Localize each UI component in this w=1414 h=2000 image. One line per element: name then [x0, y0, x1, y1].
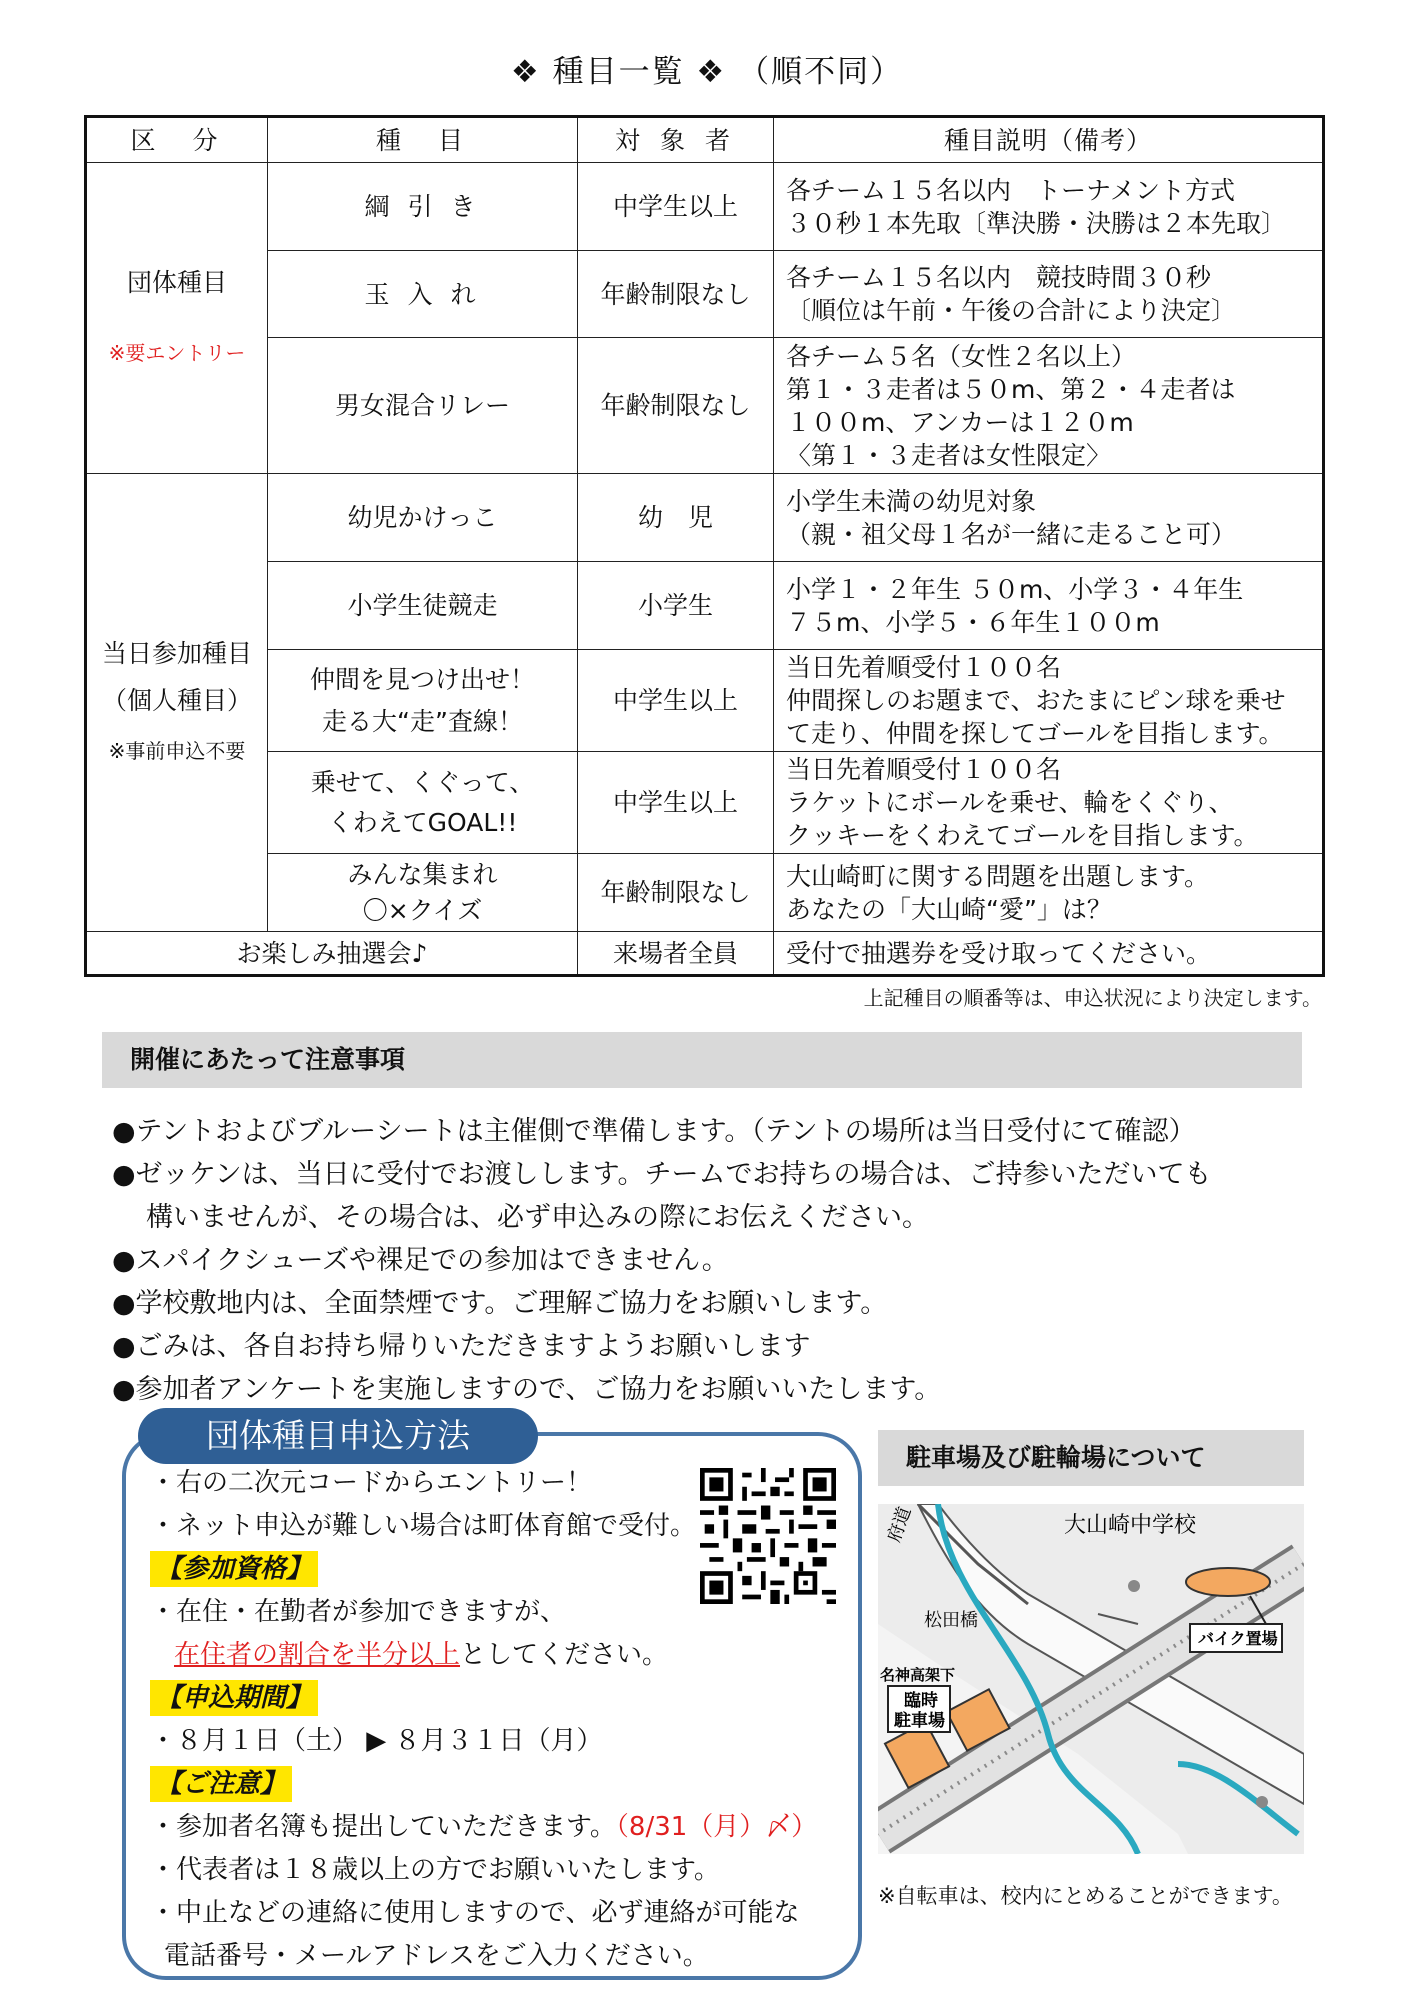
desc-line: あなたの「大山崎“愛”」は？ — [786, 894, 1112, 924]
event-desc — [774, 474, 1324, 562]
table-row — [86, 752, 1324, 854]
qualification-rest: としてください。 — [460, 1640, 669, 1670]
event-desc — [774, 251, 1324, 338]
event-name — [268, 854, 578, 932]
group-individual-note: ※事前申込不要 — [108, 739, 246, 763]
event-line: 走る大“走”査線！ — [322, 706, 523, 736]
map-label-bike: バイク置場 — [1198, 1631, 1278, 1648]
desc-line: て走り、仲間を探してゴールを目指します。 — [786, 719, 1284, 748]
notice-item: ●学校敷地内は、全面禁煙です。ご理解ご協力をお願いします。 — [112, 1288, 888, 1319]
parking-heading: 駐車場及び駐輪場について — [878, 1430, 1304, 1486]
event-name: 男女混合リレー — [268, 338, 578, 474]
desc-line: クッキーをくわえてゴールを目指します。 — [786, 821, 1259, 850]
event-desc — [774, 562, 1324, 650]
qr-code-icon[interactable] — [700, 1468, 836, 1604]
desc-line: 小学生未満の幼児対象 — [786, 486, 1037, 516]
table-row — [86, 251, 1324, 338]
event-desc — [774, 752, 1324, 854]
event-line: みんな集まれ — [347, 859, 498, 889]
event-desc — [774, 338, 1324, 474]
desc-line: 第１・３走者は５０m、第２・４走者は — [786, 374, 1236, 404]
event-target: 中学生以上 — [578, 163, 774, 251]
table-row — [86, 163, 1324, 251]
event-name — [268, 650, 578, 752]
event-name: お楽しみ抽選会♪ — [86, 932, 578, 976]
event-line: くわえてGOAL!! — [327, 807, 518, 837]
notices-heading: 開催にあたって注意事項 — [102, 1032, 1302, 1088]
col-description: 種目説明（備考） — [774, 117, 1324, 163]
notice-item: 構いませんが、その場合は、必ず申込みの際にお伝えください。 — [146, 1202, 929, 1233]
event-target: 中学生以上 — [578, 752, 774, 854]
notice-item: ●テントおよびブルーシートは主催側で準備します。（テントの場所は当日受付にて確認） — [112, 1116, 1196, 1147]
event-target: 小学生 — [578, 562, 774, 650]
apply-line: ・中止などの連絡に使用しますので、必ず連絡が可能な — [150, 1898, 800, 1928]
table-row — [86, 338, 1324, 474]
map-label-school: 大山崎中学校 — [1064, 1512, 1197, 1537]
table-row — [86, 854, 1324, 932]
event-line: 乗せて、くぐって、 — [310, 767, 535, 797]
event-name — [268, 752, 578, 854]
event-target: 年齢制限なし — [578, 338, 774, 474]
apply-line: ・在住・在勤者が参加できますが、 — [150, 1597, 567, 1627]
notice-item: ●参加者アンケートを実施しますので、ご協力をお願いいたします。 — [112, 1374, 942, 1405]
desc-line: 大山崎町に関する問題を出題します。 — [786, 861, 1210, 891]
desc-line: 当日先着順受付１００名 — [786, 653, 1062, 682]
event-target: 年齢制限なし — [578, 251, 774, 338]
notices-list — [112, 1110, 1312, 1411]
group-team-note: ※要エントリー — [108, 341, 246, 365]
qualification-highlight: 在住者の割合を半分以上 — [174, 1640, 461, 1670]
notice-item: ●ごみは、各自お持ち帰りいただきますようお願いします — [112, 1331, 811, 1362]
caution-text: ・参加者名簿も提出していただきます。 — [150, 1812, 616, 1842]
notice-item: ●スパイクシューズや裸足での参加はできません。 — [112, 1245, 729, 1276]
event-name: 綱 引 き — [268, 163, 578, 251]
group-individual-label2: （個人種目） — [101, 686, 252, 715]
event-name: 幼児かけっこ — [268, 474, 578, 562]
event-desc — [774, 163, 1324, 251]
event-name: 小学生徒競走 — [268, 562, 578, 650]
map-label-underpass: 名神高架下 — [880, 1667, 956, 1684]
group-individual — [86, 474, 268, 932]
table-header — [86, 117, 1324, 163]
period-text: ・８月１日（土） ▶ ８月３１日（月） — [150, 1726, 603, 1756]
desc-line: 〈第１・３走者は女性限定〉 — [786, 440, 1112, 470]
caution-label: 【ご注意】 — [150, 1766, 292, 1802]
desc-line: 各チーム１５名以内 競技時間３０秒 — [786, 263, 1212, 292]
event-desc — [774, 650, 1324, 752]
table-row — [86, 650, 1324, 752]
desc-line: ７５m、小学５・６年生１００m — [786, 607, 1160, 637]
apply-line: ・右の二次元コードからエントリー！ — [150, 1468, 593, 1498]
parking-note: ※自転車は、校内にとめることができます。 — [878, 1884, 1293, 1908]
order-note: 上記種目の順番等は、申込状況により決定します。 — [863, 986, 1322, 1010]
event-target: 来場者全員 — [578, 932, 774, 976]
desc-line: 各チーム５名（女性２名以上） — [786, 341, 1137, 371]
map-label-bridge: 松田橋 — [924, 1610, 978, 1630]
table-row — [86, 932, 1324, 976]
parking-map — [878, 1504, 1304, 1854]
apply-line: 電話番号・メールアドレスをご入力ください。 — [164, 1941, 709, 1971]
desc-line: 〔順位は午前・午後の合計により決定〕 — [786, 296, 1237, 325]
event-desc: 受付で抽選券を受け取ってください。 — [774, 932, 1324, 976]
apply-heading: 団体種目申込方法 — [138, 1408, 538, 1464]
desc-line: （親・祖父母１名が一緒に走ること可） — [786, 519, 1237, 549]
map-label-temp2: 駐車場 — [894, 1711, 945, 1730]
deadline-text: （8/31（月）〆） — [615, 1812, 818, 1842]
group-individual-label: 当日参加種目 — [101, 639, 252, 668]
col-target: 対 象 者 — [578, 117, 774, 163]
col-event: 種 目 — [268, 117, 578, 163]
desc-line: 仲間探しのお題まで、おたまにピン球を乗せ — [786, 686, 1286, 715]
apply-line: ・代表者は１８歳以上の方でお願いいたします。 — [150, 1855, 720, 1885]
page-title: ❖ 種目一覧 ❖ （順不同） — [510, 54, 904, 90]
desc-line: 当日先着順受付１００名 — [786, 755, 1062, 784]
table-row — [86, 562, 1324, 650]
col-category: 区 分 — [86, 117, 268, 163]
desc-line: 各チーム１５名以内 トーナメント方式 — [786, 175, 1236, 205]
event-desc — [774, 854, 1324, 932]
period-label: 【申込期間】 — [150, 1680, 318, 1716]
event-target: 年齢制限なし — [578, 854, 774, 932]
event-target: 中学生以上 — [578, 650, 774, 752]
desc-line: ラケットにボールを乗せ、輪をくぐり、 — [786, 788, 1234, 817]
table-row — [86, 474, 1324, 562]
map-label-temp1: 臨時 — [904, 1691, 938, 1710]
apply-line — [150, 1806, 817, 1849]
apply-line — [150, 1634, 817, 1677]
event-line: 仲間を見つけ出せ！ — [309, 664, 535, 694]
desc-line: 小学１・２年生 ５０m、小学３・４年生 — [786, 574, 1244, 604]
group-team — [86, 163, 268, 474]
notice-item: ●ゼッケンは、当日に受付でお渡しします。チームでお持ちの場合は、ご持参いただいても — [112, 1159, 1212, 1190]
event-name: 玉 入 れ — [268, 251, 578, 338]
events-table — [84, 115, 1325, 977]
desc-line: １００m、アンカーは１２０m — [786, 407, 1134, 437]
qualification-label: 【参加資格】 — [150, 1551, 318, 1587]
desc-line: ３０秒１本先取〔準決勝・決勝は２本先取〕 — [786, 208, 1287, 238]
map-label-road: 府道 — [883, 1504, 915, 1545]
event-target: 幼 児 — [578, 474, 774, 562]
event-line: 〇×クイズ — [362, 895, 483, 925]
group-team-label: 団体種目 — [126, 268, 227, 297]
apply-line: ・ネット申込が難しい場合は町体育館で受付。 — [150, 1511, 697, 1541]
